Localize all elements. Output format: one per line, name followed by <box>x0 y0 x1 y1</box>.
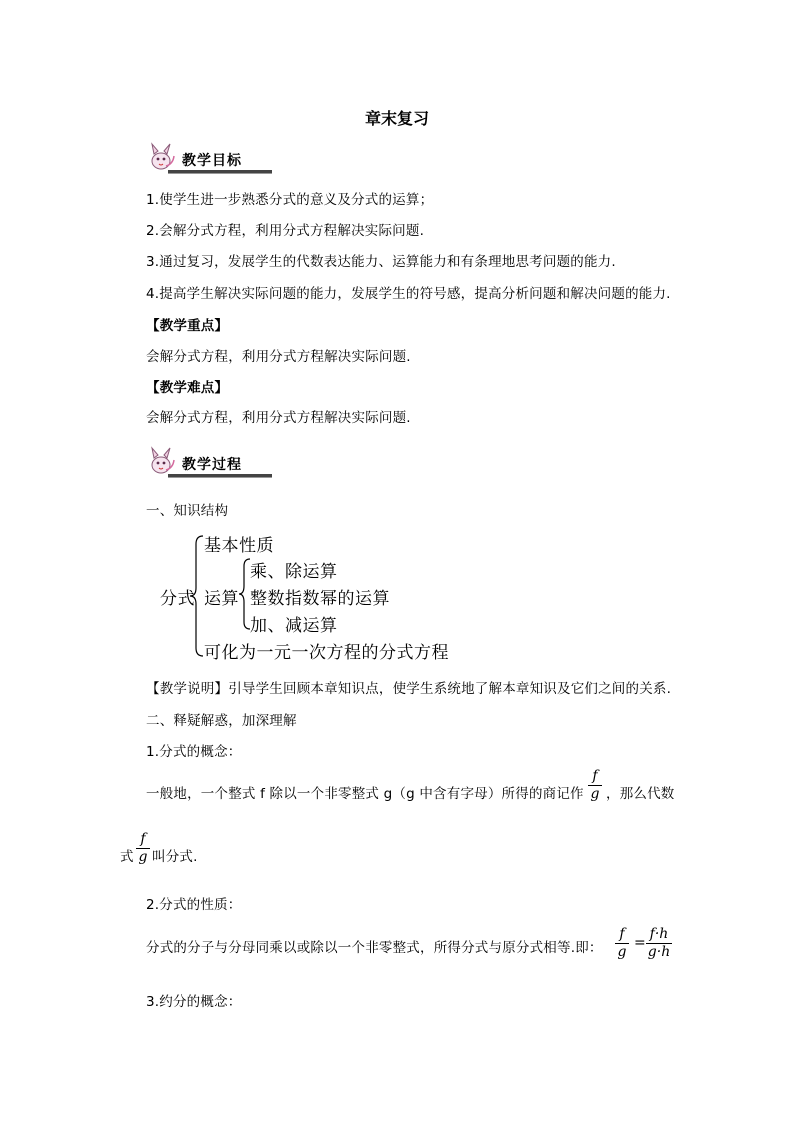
knowledge-op2: 整数指数幂的运算 <box>250 589 390 609</box>
page-title: 章末复习 <box>364 109 429 128</box>
fraction-fh-over-gh: f·h g·h <box>647 926 671 960</box>
fraction-f-over-g: f g <box>136 832 150 865</box>
section-label: 教学过程 <box>182 457 242 473</box>
objective-4: 4.提高学生解决实际问题的能力，发展学生的符号感，提高分析问题和解决问题的能力. <box>146 286 671 302</box>
difficult-point-text: 会解分式方程，利用分式方程解决实际问题. <box>146 410 411 426</box>
concept2-heading: 2.分式的性质： <box>146 897 242 913</box>
equals-sign: = <box>634 935 646 951</box>
concept2-text: 分式的分子与分母同乘以或除以一个非零整式，所得分式与原分式相等.即： <box>146 940 603 956</box>
cartoon-mascot-icon <box>146 446 176 476</box>
fraction-f-over-g: f g <box>588 769 602 802</box>
knowledge-op3: 加、减运算 <box>250 616 338 636</box>
key-point-text: 会解分式方程，利用分式方程解决实际问题. <box>146 349 411 365</box>
knowledge-ops: 运算 <box>204 589 239 609</box>
objective-2: 2.会解分式方程，利用分式方程解决实际问题. <box>146 223 425 239</box>
key-point-heading: 【教学重点】 <box>146 318 229 334</box>
cartoon-mascot-icon <box>146 142 176 172</box>
concept1-heading: 1.分式的概念： <box>146 744 242 760</box>
concept1-line2-pre: 式 <box>120 849 134 865</box>
difficult-point-heading: 【教学难点】 <box>146 380 229 396</box>
section-label: 教学目标 <box>182 153 242 169</box>
part2-heading: 二、释疑解惑，加深理解 <box>146 713 297 729</box>
knowledge-basic: 基本性质 <box>204 536 274 556</box>
objective-3: 3.通过复习，发展学生的代数表达能力、运算能力和有条理地思考问题的能力. <box>146 254 616 270</box>
knowledge-eq: 可化为一元一次方程的分式方程 <box>204 643 449 663</box>
concept3-heading: 3.约分的概念： <box>146 994 242 1010</box>
knowledge-root: 分式 <box>160 589 195 609</box>
fraction-f-over-g: f g <box>615 927 629 960</box>
concept1-line1-tail: ，那么代数 <box>606 786 675 802</box>
section-badge-objectives <box>146 142 272 176</box>
section-badge-process <box>146 446 272 480</box>
knowledge-heading: 一、知识结构 <box>146 503 229 519</box>
teaching-explain: 【教学说明】引导学生回顾本章知识点，使学生系统地了解本章知识及它们之间的关系. <box>146 681 672 697</box>
knowledge-op1: 乘、除运算 <box>250 562 338 582</box>
concept1-line1: 一般地，一个整式 f 除以一个非零整式 g（g 中含有字母）所得的商记作 <box>146 786 584 802</box>
objective-1: 1.使学生进一步熟悉分式的意义及分式的运算； <box>146 192 434 208</box>
concept1-line2-post: 叫分式. <box>152 849 198 865</box>
